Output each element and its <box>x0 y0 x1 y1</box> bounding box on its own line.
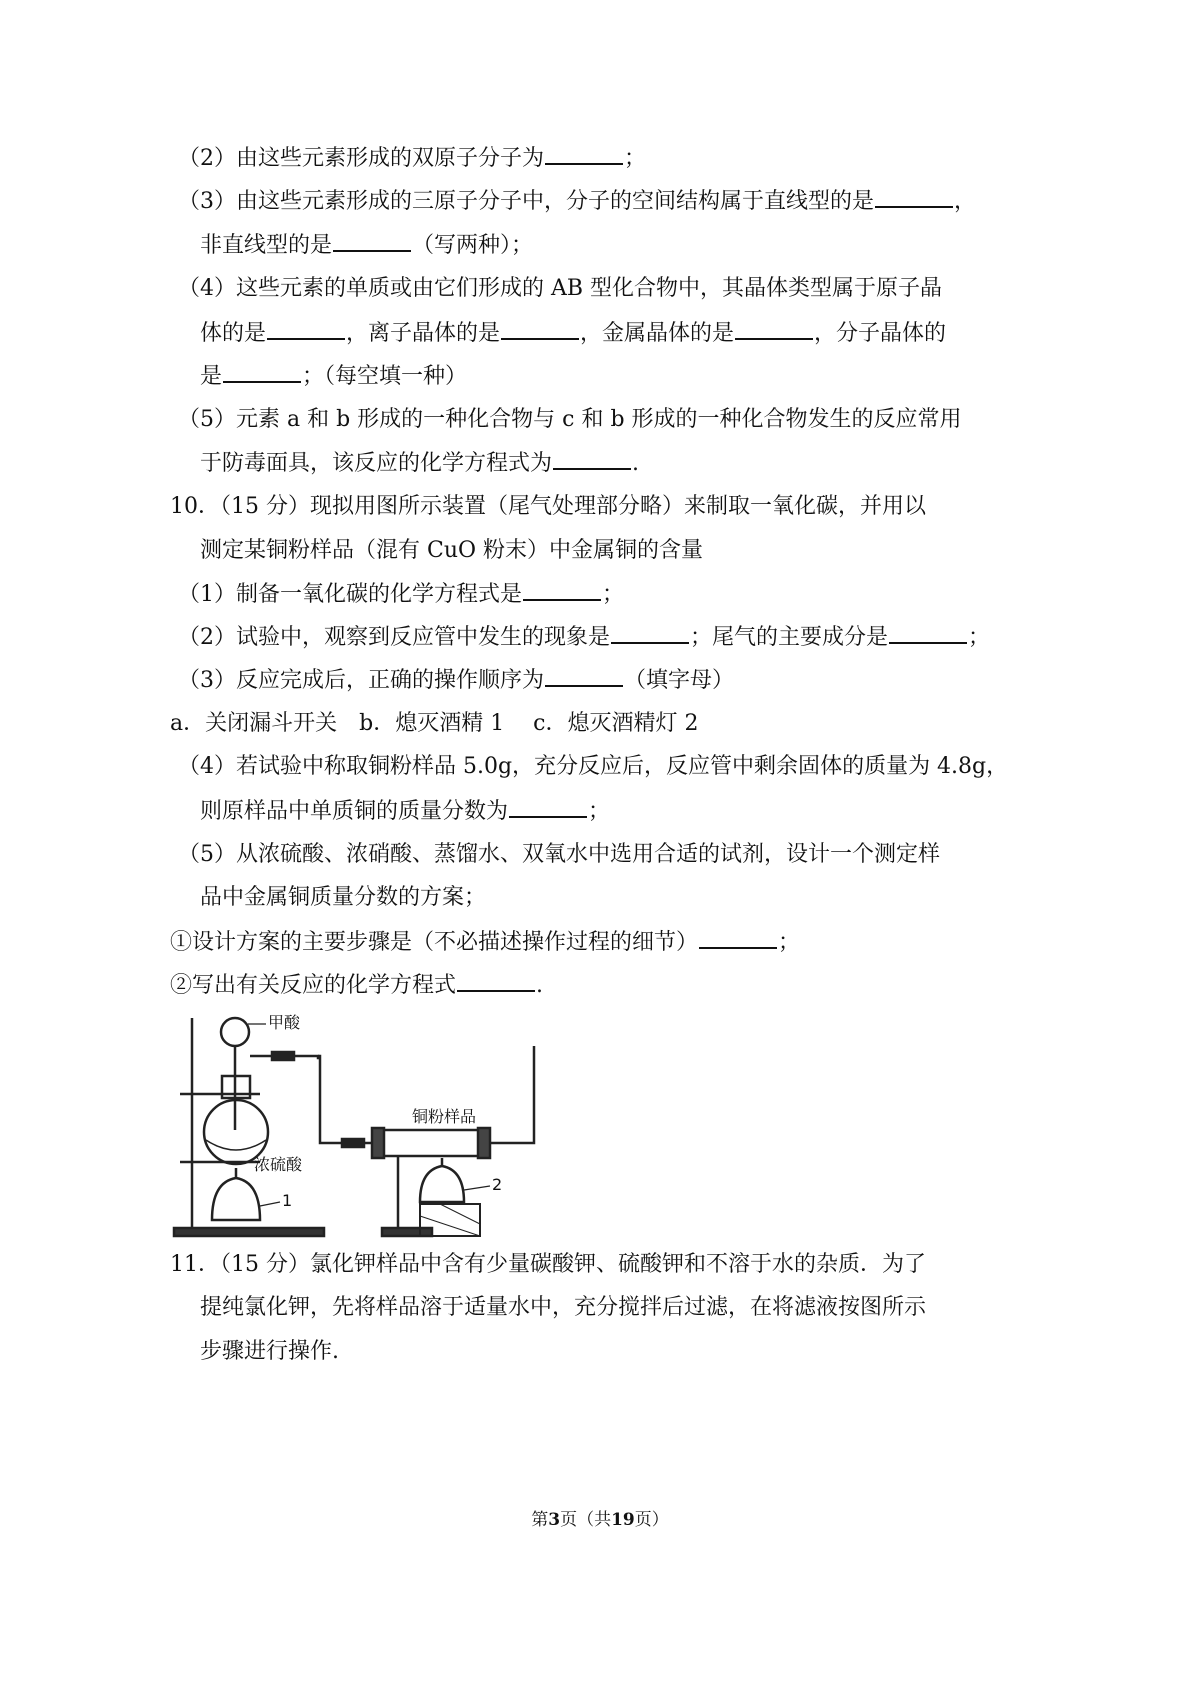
label-burner-1: 1 <box>282 1191 293 1210</box>
q9-part5-line2: 于防毒面具，该反应的化学方程式为 . <box>200 448 639 479</box>
q9-part4-line3: 是 ；（每空填一种） <box>200 361 467 392</box>
flask-liquid <box>206 1140 266 1150</box>
q9-part5-line1: （5）元素 a 和 b 形成的一种化合物与 c 和 b 形成的一种化合物发生的反应常用 <box>178 407 962 432</box>
rubber-joint-2 <box>342 1139 364 1147</box>
stand-base-1 <box>174 1228 324 1236</box>
q10-part5-line1: （5）从浓硫酸、浓硝酸、蒸馏水、双氧水中选用合适的试剂，设计一个测定样 <box>178 842 940 867</box>
label-formic-acid: 甲酸 <box>268 1013 301 1032</box>
answer-blank[interactable] <box>735 318 813 340</box>
rubber-joint-1 <box>272 1052 294 1060</box>
q10-heading-line2: 测定某铜粉样品（混有 CuO 粉末）中金属铜的含量 <box>200 538 704 563</box>
page-footer: 第3页（共19页） <box>531 1510 669 1530</box>
stopper-right <box>478 1128 490 1158</box>
reaction-tube <box>377 1130 485 1156</box>
answer-blank[interactable] <box>333 230 411 252</box>
q10-step1: ①设计方案的主要步骤是（不必描述操作过程的细节） ； <box>170 927 800 958</box>
q10-part4-line2: 则原样品中单质铜的质量分数为 ； <box>200 796 610 827</box>
q9-part3-line1: （3）由这些元素形成的三原子分子中，分子的空间结构属于直线型的是 ， <box>178 186 976 217</box>
q10-part5-line2: 品中金属铜质量分数的方案； <box>200 885 487 910</box>
q10-part4-line1: （4）若试验中称取铜粉样品 5.0g，充分反应后，反应管中剩余固体的质量为 4.8g， <box>178 754 1009 779</box>
answer-blank[interactable] <box>523 579 601 601</box>
answer-blank[interactable] <box>875 186 953 208</box>
q11-line1: 11．（15 分）氯化钾样品中含有少量碳酸钾、硫酸钾和不溶于水的杂质．为了 <box>170 1252 926 1277</box>
apparatus-figure <box>172 1010 582 1246</box>
page-number: 3 <box>548 1510 561 1530</box>
q10-heading-line1: 10．（15 分）现拟用图所示装置（尾气处理部分略）来制取一氧化碳，并用以 <box>170 494 926 519</box>
stand-base-2 <box>382 1228 432 1236</box>
q11-line3: 步骤进行操作. <box>200 1339 339 1364</box>
page-total: 19 <box>611 1510 635 1530</box>
burner-2 <box>420 1166 464 1202</box>
q10-part1: （1）制备一氧化碳的化学方程式是 ； <box>178 579 624 610</box>
q9-part4-line2: 体的是 ，离子晶体的是 ，金属晶体的是 ，分子晶体的 <box>200 318 946 349</box>
answer-blank[interactable] <box>457 970 535 992</box>
q10-part3: （3）反应完成后，正确的操作顺序为 （填字母） <box>178 665 734 696</box>
answer-blank[interactable] <box>553 448 631 470</box>
answer-blank[interactable] <box>501 318 579 340</box>
q10-step2: ②写出有关反应的化学方程式 . <box>170 970 543 1001</box>
label-burner-2: 2 <box>492 1175 503 1194</box>
vertical-tube <box>318 1056 347 1143</box>
q10-part2: （2）试验中，观察到反应管中发生的现象是 ；尾气的主要成分是 ； <box>178 622 990 653</box>
q9-part3-line2: 非直线型的是 （写两种）； <box>200 230 533 261</box>
answer-blank[interactable] <box>509 796 587 818</box>
answer-blank[interactable] <box>545 665 623 687</box>
answer-blank[interactable] <box>699 927 777 949</box>
answer-blank[interactable] <box>611 622 689 644</box>
outlet-tube <box>490 1046 534 1143</box>
answer-blank[interactable] <box>889 622 967 644</box>
label-sulfuric-acid: 浓硫酸 <box>254 1155 303 1174</box>
answer-blank[interactable] <box>545 143 623 165</box>
q10-options: a．关闭漏斗开关 b．熄灭酒精 1 c．熄灭酒精灯 2 <box>170 711 699 736</box>
q9-part2: （2）由这些元素形成的双原子分子为 ； <box>178 143 646 174</box>
q11-line2: 提纯氯化钾，先将样品溶于适量水中，充分搅拌后过滤，在将滤液按图所示 <box>200 1295 927 1320</box>
answer-blank[interactable] <box>267 318 345 340</box>
burner-1 <box>212 1178 260 1220</box>
q9-part4-line1: （4）这些元素的单质或由它们形成的 AB 型化合物中，其晶体类型属于原子晶 <box>178 276 943 301</box>
funnel-bulb <box>221 1018 249 1046</box>
label-copper-sample: 铜粉样品 <box>412 1107 477 1126</box>
answer-blank[interactable] <box>223 361 301 383</box>
stopper-left <box>372 1128 384 1158</box>
